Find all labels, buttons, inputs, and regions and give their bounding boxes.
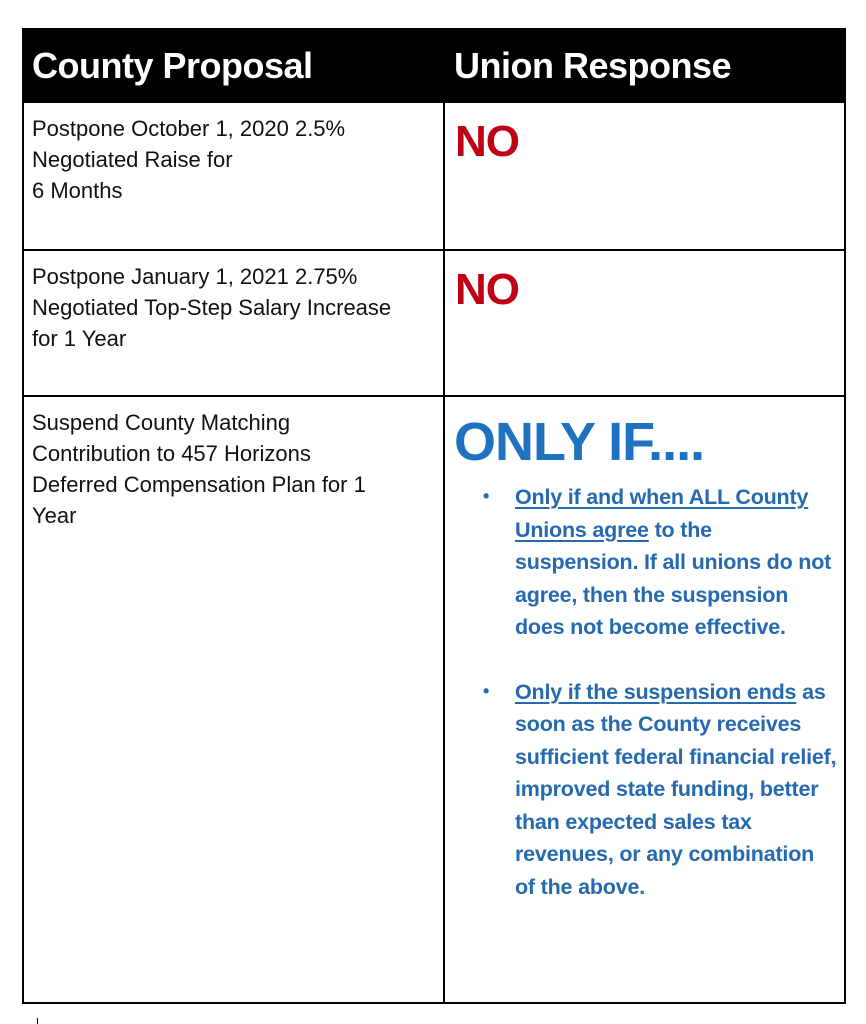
proposal-response-table bbox=[22, 28, 846, 1004]
response-only-if: ONLY IF.... bbox=[454, 412, 705, 472]
proposal-line: Contribution to 457 Horizons bbox=[32, 441, 311, 466]
proposal-line: for 1 Year bbox=[32, 326, 127, 351]
table-row bbox=[24, 249, 844, 397]
header-county-proposal: County Proposal bbox=[32, 45, 313, 86]
proposal-cell bbox=[32, 113, 437, 206]
condition-text: as soon as the County receives sufficient federal financial relief, improved state funding, better than expected sales tax revenues, or any combination of the above. bbox=[515, 679, 837, 899]
table-row bbox=[24, 395, 844, 1002]
condition-text: to the suspension. If all unions do not agree, then the suspension does not become effective. bbox=[515, 517, 832, 639]
response-no: NO bbox=[455, 117, 519, 166]
proposal-cell bbox=[32, 261, 437, 354]
condition-item bbox=[454, 481, 839, 644]
condition-underlined-text: Only if and when ALL County Unions agree bbox=[515, 485, 809, 542]
table-header bbox=[24, 30, 844, 101]
conditions-list bbox=[454, 481, 839, 903]
proposal-line: Deferred Compensation Plan for 1 bbox=[32, 472, 366, 497]
table-row bbox=[24, 101, 844, 251]
proposal-line: 6 Months bbox=[32, 178, 123, 203]
proposal-cell bbox=[32, 407, 437, 531]
proposal-line: Negotiated Raise for bbox=[32, 147, 233, 172]
proposal-line: Year bbox=[32, 503, 77, 528]
proposal-line: Postpone January 1, 2021 2.75% bbox=[32, 264, 358, 289]
proposal-line: Postpone October 1, 2020 2.5% bbox=[32, 116, 346, 141]
condition-item bbox=[454, 676, 839, 904]
response-no: NO bbox=[455, 265, 519, 314]
header-union-response: Union Response bbox=[454, 45, 732, 86]
condition-underlined-text: Only if the suspension ends bbox=[515, 679, 797, 704]
footer-mark bbox=[37, 1018, 38, 1024]
bullet-icon: • bbox=[483, 486, 490, 506]
proposal-line: Negotiated Top-Step Salary Increase bbox=[32, 295, 392, 320]
bullet-icon: • bbox=[483, 680, 490, 701]
proposal-line: Suspend County Matching bbox=[32, 410, 291, 435]
